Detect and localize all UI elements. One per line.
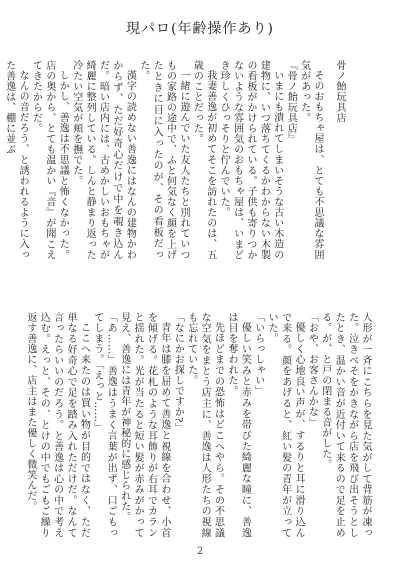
section-title: 骨ノ飴玩具店 [334, 60, 345, 123]
page-number: 2 [196, 546, 204, 557]
paragraph: 人形が一斉にこちらを見た気がして背筋が凍った。泣きべそをかきながら店を飛び出そうとしたとき、温かい音が近付いて来るので足を止める。が、と戸の閉まる音がした。 [319, 312, 371, 538]
paragraph: なんの音だろう、と誘われるように入った善逸は、棚に並ぶ [3, 60, 29, 260]
paragraph: しかし、善逸は不思議と怖くなかった。店の奥から、とても温かい『音』が聞こえてきたからだ。 [30, 60, 69, 260]
paragraph: 青年は膝を屈めて善逸と視線を合わせ、小首を傾げる。花札のような耳飾りが右耳でカランと揺れた。光が当たると短い髪が赤みがかって見え、善逸には青年が神秘的に感じられた。 [118, 312, 170, 538]
paragraph: 漢字の読めない善逸にはなんの建物かわからず、ただ好奇心だけで中を覗き込んだ。暗い店内には、古めかしいおもちゃが綺麗に整列している。しんと静まり返った冷たい空気が頬を撫でた。 [70, 60, 136, 260]
shop-sign-line: 『骨ノ飴玩具店』 [285, 60, 297, 144]
dialogue-line: 「なにかお探しですか?」 [172, 312, 184, 434]
dialogue-line: 「いらっしゃい」 [252, 312, 264, 396]
dialogue-line: 「あ……」善逸はうまく言葉が出ず、口ごもってしまう。「えっと……」 [91, 312, 117, 538]
paragraph: 一緒に遊んでいた友人たちと別れていつもの家路の途中で、ふと何気なく顔を上げたときに目に入ったのが、その看板だった。 [137, 60, 189, 260]
paragraph: 我妻善逸が初めてそこを訪れたのは、五歳のことだった。 [191, 60, 216, 260]
paragraph: そのおもちゃ屋は、とても不思議な雰囲気があった。 [298, 60, 323, 260]
page-title: 現パロ(年齢操作あり) [126, 21, 274, 37]
paragraph: 先ほどまでの恐怖はどこへやら。その不思議な空気をまとう店主に、善逸は人形たちの視線も忘れていた。 [185, 312, 224, 538]
paragraph: いまにも潰れてしまいそうな古い木造の建物に、いつ落ちてくるかわからない木製の看板がかけられている。子供も寄りつかないような雰囲気のおもちゃ屋は、いまどき珍しくひっそりと佇んでいた。 [218, 60, 283, 260]
paragraph: 優しく心地良い声が、するりと耳に滑り込んで来る。顔をあげると、紅い髪の青年が立っていた。 [266, 312, 304, 538]
paragraph: 優しい笑みと赤みを帯びた綺麗な瞳に、善逸は目を奪われた。 [225, 312, 251, 538]
lower-text-block [24, 312, 372, 538]
paragraph: ここへ来たのは買い物が目的ではなく、ただ単なる好奇心で足を踏み入れただけだ。なんて言ったらいいのだろう。と善逸は心の中で考え込む。えっと、その、とけの中でもごもご繰り返す善逸に、店主はまた優しく微笑んだ。 [24, 312, 90, 538]
dialogue-line: 「おや、お客さんかな」 [306, 312, 318, 428]
upper-text-block [3, 60, 324, 260]
